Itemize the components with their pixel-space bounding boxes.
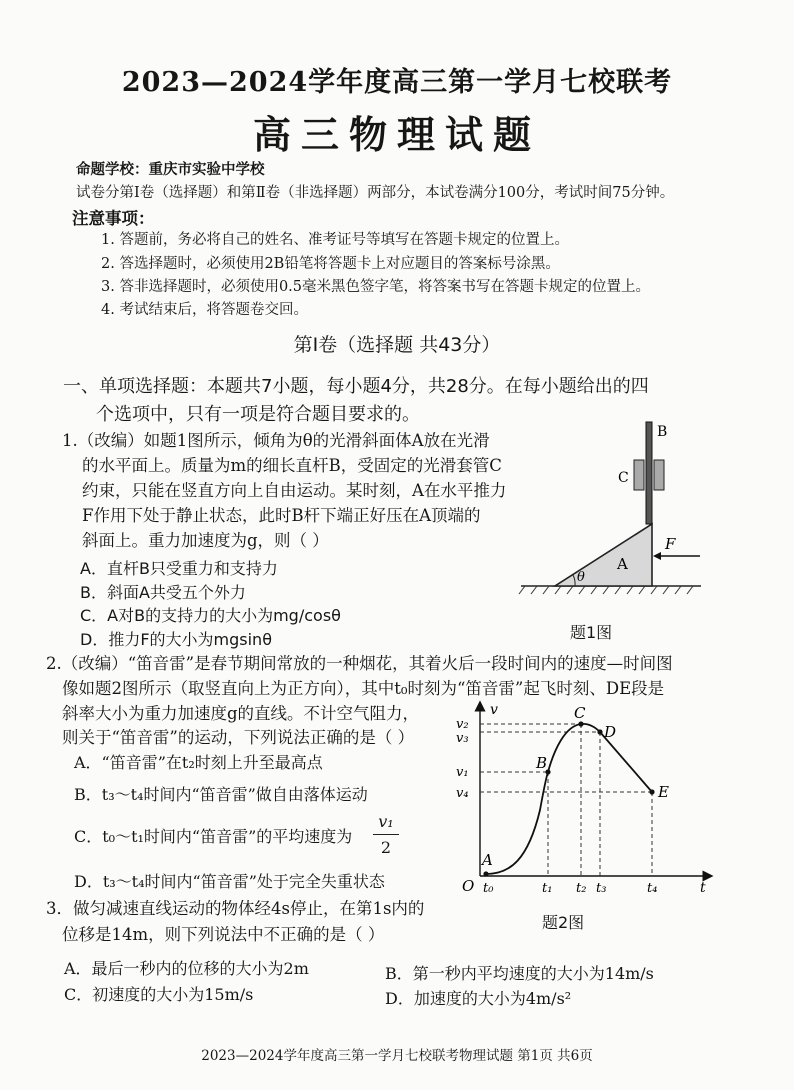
axis-t-label: t: [700, 880, 706, 896]
label-a: A: [617, 555, 628, 573]
q1-line: 约束，只能在竖直方向上自由运动。某时刻，A在水平推力: [82, 481, 507, 500]
rod-b: [646, 422, 652, 524]
figure-2: [450, 700, 720, 900]
q3-line: 3．做匀减速直线运动的物体经4s停止，在第1s内的: [46, 899, 425, 918]
tick-v4: v₄: [456, 786, 469, 801]
tick-v2: v₂: [456, 717, 469, 732]
point-d-label: D: [604, 723, 617, 741]
q1-option-c: C．A对B的支持力的大小为mg/cosθ: [80, 606, 341, 625]
q1-option-d: D．推力F的大小为mgsinθ: [80, 630, 272, 649]
tick-t2: t₂: [576, 881, 587, 896]
q2-line: 斜率大小为重力加速度g的直线。不计空气阻力，: [62, 704, 420, 723]
notice-item: 1. 答题前，务必将自己的姓名、准考证号等填写在答题卡规定的位置上。: [101, 232, 569, 248]
school-line: 命题学校：重庆市实验中学校: [76, 161, 265, 178]
label-c: C: [618, 470, 629, 486]
q3-option-c: C．初速度的大小为15m/s: [64, 985, 254, 1004]
notice-item: 3. 答非选择题时，必须使用0.5毫米黑色签字笔，将答案书写在答题卡规定的位置上。: [101, 279, 651, 295]
point-c: [578, 721, 583, 726]
section-title: 第Ⅰ卷（选择题 共43分）: [293, 334, 501, 356]
notice-item: 4. 考试结束后，将答题卷交回。: [101, 302, 308, 318]
origin-label: O: [462, 877, 475, 895]
point-c-label: C: [574, 704, 586, 722]
q2-line: 2.（改编）“笛音雷”是春节期间常放的一种烟花，其着火后一段时间内的速度—时间图: [46, 654, 673, 673]
q2-fraction-denominator: 2: [380, 838, 392, 857]
q3-line: 位移是14m，则下列说法中不正确的是（ ）: [62, 925, 385, 944]
point-d: [597, 729, 602, 734]
tick-t0: t₀: [483, 881, 494, 896]
figure-2-caption: 题2图: [542, 913, 585, 932]
q1-option-b: B．斜面A共受五个外力: [80, 583, 246, 602]
label-f: F: [665, 535, 676, 553]
q1-line: 的水平面上。质量为m的细长直杆B，受固定的光滑套管C: [82, 456, 502, 475]
tick-v3: v₃: [456, 731, 469, 746]
guide-lines: [480, 724, 652, 876]
q2-line: 像如题2图所示（取竖直向上为正方向），其中t₀时刻为“笛音雷”起飞时刻、DE段是: [62, 679, 665, 698]
ground-hatch: [519, 586, 693, 594]
point-a: [483, 871, 488, 876]
q1-option-a: A．直杆B只受重力和支持力: [80, 559, 278, 578]
velocity-curve: [486, 724, 652, 874]
notice-title: 注意事项：: [72, 209, 155, 228]
sleeve-c-left: [634, 460, 644, 490]
q2-fraction-numerator: v₁: [378, 812, 394, 831]
q2-option-c: C．t₀～t₁时间内“笛音雷”的平均速度为: [74, 827, 353, 846]
label-theta: θ: [577, 570, 585, 585]
page-footer: 2023—2024学年度高三第一学月七校联考物理试题 第1页 共6页: [201, 1048, 593, 1064]
part-heading-line1: 一、单项选择题：本题共7小题，每小题4分，共28分。在每小题给出的四: [63, 376, 649, 397]
notice-item: 2. 答选择题时，必须使用2B铅笔将答题卡上对应题目的答案标号涂黑。: [101, 256, 560, 272]
q1-line: F作用下处于静止状态，此时B杆下端正好压在A顶端的: [82, 506, 481, 525]
point-a-label: A: [482, 851, 493, 869]
wedge-a: [555, 524, 652, 586]
tick-t4: t₄: [647, 881, 658, 896]
q2-fraction-bar: [373, 834, 399, 835]
paper-title: 高三物理试题: [252, 112, 541, 157]
q2-line: 则关于“笛音雷”的运动，下列说法正确的是（ ）: [62, 728, 415, 747]
force-f-arrowhead: [653, 552, 661, 560]
figure-1-caption: 题1图: [570, 623, 613, 642]
q3-option-d: D．加速度的大小为4m/s²: [385, 989, 572, 1008]
q3-option-a: A．最后一秒内的位移的大小为2m: [64, 959, 309, 978]
q1-line: 1.（改编）如题1图所示，倾角为θ的光滑斜面体A放在光滑: [62, 431, 490, 450]
point-e: [649, 789, 654, 794]
q1-line: 斜面上。重力加速度为g，则（ ）: [82, 531, 329, 550]
sleeve-c-right: [654, 460, 664, 490]
q3-option-b: B．第一秒内平均速度的大小为14m/s: [385, 964, 654, 983]
tick-t1: t₁: [542, 881, 553, 896]
figure-1: [515, 416, 715, 616]
q2-option-a: A．“笛音雷”在t₂时刻上升至最高点: [74, 753, 323, 772]
intro-line: 试卷分第Ⅰ卷（选择题）和第Ⅱ卷（非选择题）两部分，本试卷满分100分，考试时间75分钟。: [76, 185, 675, 201]
tick-v1: v₁: [456, 765, 469, 780]
label-b: B: [657, 424, 668, 440]
point-e-label: E: [658, 783, 669, 801]
part-heading-line2: 个选项中，只有一项是符合题目要求的。: [96, 404, 420, 425]
point-b-label: B: [536, 754, 548, 772]
axis-v-label: v: [490, 702, 498, 718]
q2-option-d: D．t₃～t₄时间内“笛音雷”处于完全失重状态: [74, 872, 385, 891]
exam-title: 2023—2024学年度高三第一学月七校联考: [121, 67, 673, 98]
q2-option-b: B．t₃～t₄时间内“笛音雷”做自由落体运动: [74, 785, 368, 804]
tick-t3: t₃: [596, 881, 607, 896]
